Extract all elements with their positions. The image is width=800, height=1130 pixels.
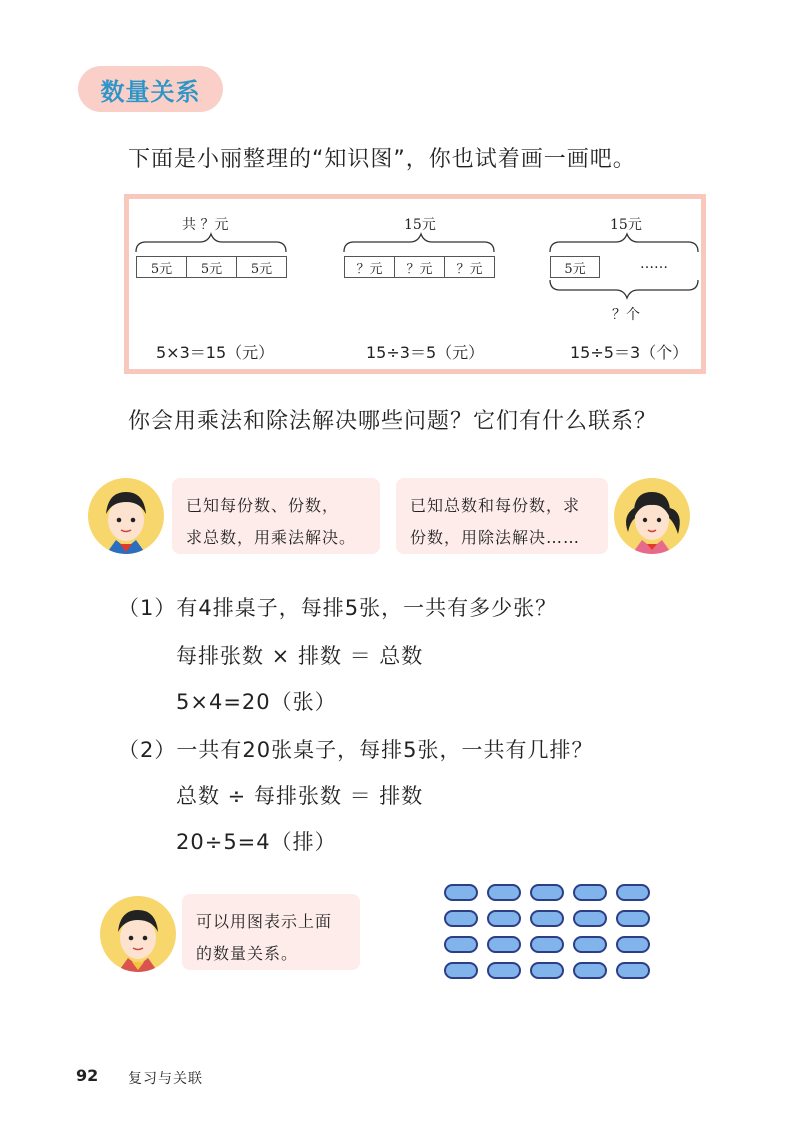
desk-oval xyxy=(573,884,607,901)
diagram1-cell: 5元 xyxy=(186,256,237,278)
girl-speech-bubble xyxy=(396,478,608,554)
diagram2-cell: ？元 xyxy=(444,256,495,278)
problem-2-label: （2）一共有20张桌子，每排5张，一共有几排？ xyxy=(118,738,594,762)
desk-oval xyxy=(444,962,478,979)
desk-oval xyxy=(444,936,478,953)
desk-oval xyxy=(616,910,650,927)
problem-2-calc: 20÷5=4（排） xyxy=(176,830,337,854)
page-number: 92 xyxy=(76,1066,99,1085)
desk-oval xyxy=(487,884,521,901)
brace-3-bottom-icon xyxy=(550,280,698,298)
girl-avatar xyxy=(614,478,690,554)
diagram2-brace-label: 15元 xyxy=(404,217,436,233)
brace-3-icon xyxy=(550,234,698,252)
brace-2-icon xyxy=(344,234,494,252)
desk-oval xyxy=(530,962,564,979)
diagram1-brace-label: 共 ？元 xyxy=(182,217,229,233)
girl-face-icon xyxy=(614,478,690,554)
desk-oval xyxy=(444,884,478,901)
desk-oval xyxy=(530,910,564,927)
problem-2-formula: 总数 ÷ 每排张数 ＝ 排数 xyxy=(176,784,424,808)
boy2-speech-line: 可以用图表示上面 xyxy=(196,912,333,931)
boy-face-icon xyxy=(100,896,176,972)
diagram1-equation: 5×3＝15（元） xyxy=(156,343,275,362)
diagram3-bottom-label: ？个 xyxy=(612,307,640,323)
diagram1-cell: 5元 xyxy=(236,256,287,278)
problem-1-label: （1）有4排桌子，每排5张，一共有多少张？ xyxy=(118,596,558,620)
desk-oval xyxy=(487,910,521,927)
diagram2-cell: ？元 xyxy=(394,256,445,278)
desk-oval xyxy=(487,936,521,953)
chapter-title: 复习与关联 xyxy=(128,1071,203,1087)
girl-speech-line: 份数，用除法解决…… xyxy=(410,528,581,547)
desk-grid xyxy=(444,884,656,980)
diagram2-equation: 15÷3＝5（元） xyxy=(366,343,485,362)
desk-oval xyxy=(573,936,607,953)
desk-oval xyxy=(573,910,607,927)
desk-oval xyxy=(616,936,650,953)
boy-avatar xyxy=(88,478,164,554)
boy-face-icon xyxy=(88,478,164,554)
desk-oval xyxy=(487,962,521,979)
boy2-speech-line: 的数量关系。 xyxy=(196,944,299,963)
boy-speech-line: 已知每份数、份数， xyxy=(186,496,340,515)
diagram1-cell: 5元 xyxy=(136,256,187,278)
problem-1-formula: 每排张数 × 排数 ＝ 总数 xyxy=(176,644,424,668)
boy-speech-line: 求总数，用乘法解决。 xyxy=(186,528,357,547)
desk-oval xyxy=(444,910,478,927)
intro-text: 下面是小丽整理的“知识图”，你也试着画一画吧。 xyxy=(128,147,636,172)
section-tag: 数量关系 xyxy=(78,66,223,112)
boy2-speech-bubble xyxy=(182,894,360,970)
brace-1-icon xyxy=(136,234,286,252)
desk-oval xyxy=(573,962,607,979)
desk-oval xyxy=(616,962,650,979)
girl-speech-line: 已知总数和每份数，求 xyxy=(410,496,581,515)
desk-oval xyxy=(616,884,650,901)
diagram3-cell: 5元 xyxy=(550,256,600,278)
boy-speech-bubble xyxy=(172,478,380,554)
question-text: 你会用乘法和除法解决哪些问题？它们有什么联系？ xyxy=(128,409,658,434)
desk-oval xyxy=(530,936,564,953)
diagram3-ellipsis: …… xyxy=(640,256,668,272)
boy-avatar-2 xyxy=(100,896,176,972)
problem-1-calc: 5×4=20（张） xyxy=(176,690,337,714)
desk-oval xyxy=(530,884,564,901)
diagram3-brace-label: 15元 xyxy=(610,217,642,233)
diagram2-cell: ？元 xyxy=(344,256,395,278)
diagram3-equation: 15÷5＝3（个） xyxy=(570,343,689,362)
